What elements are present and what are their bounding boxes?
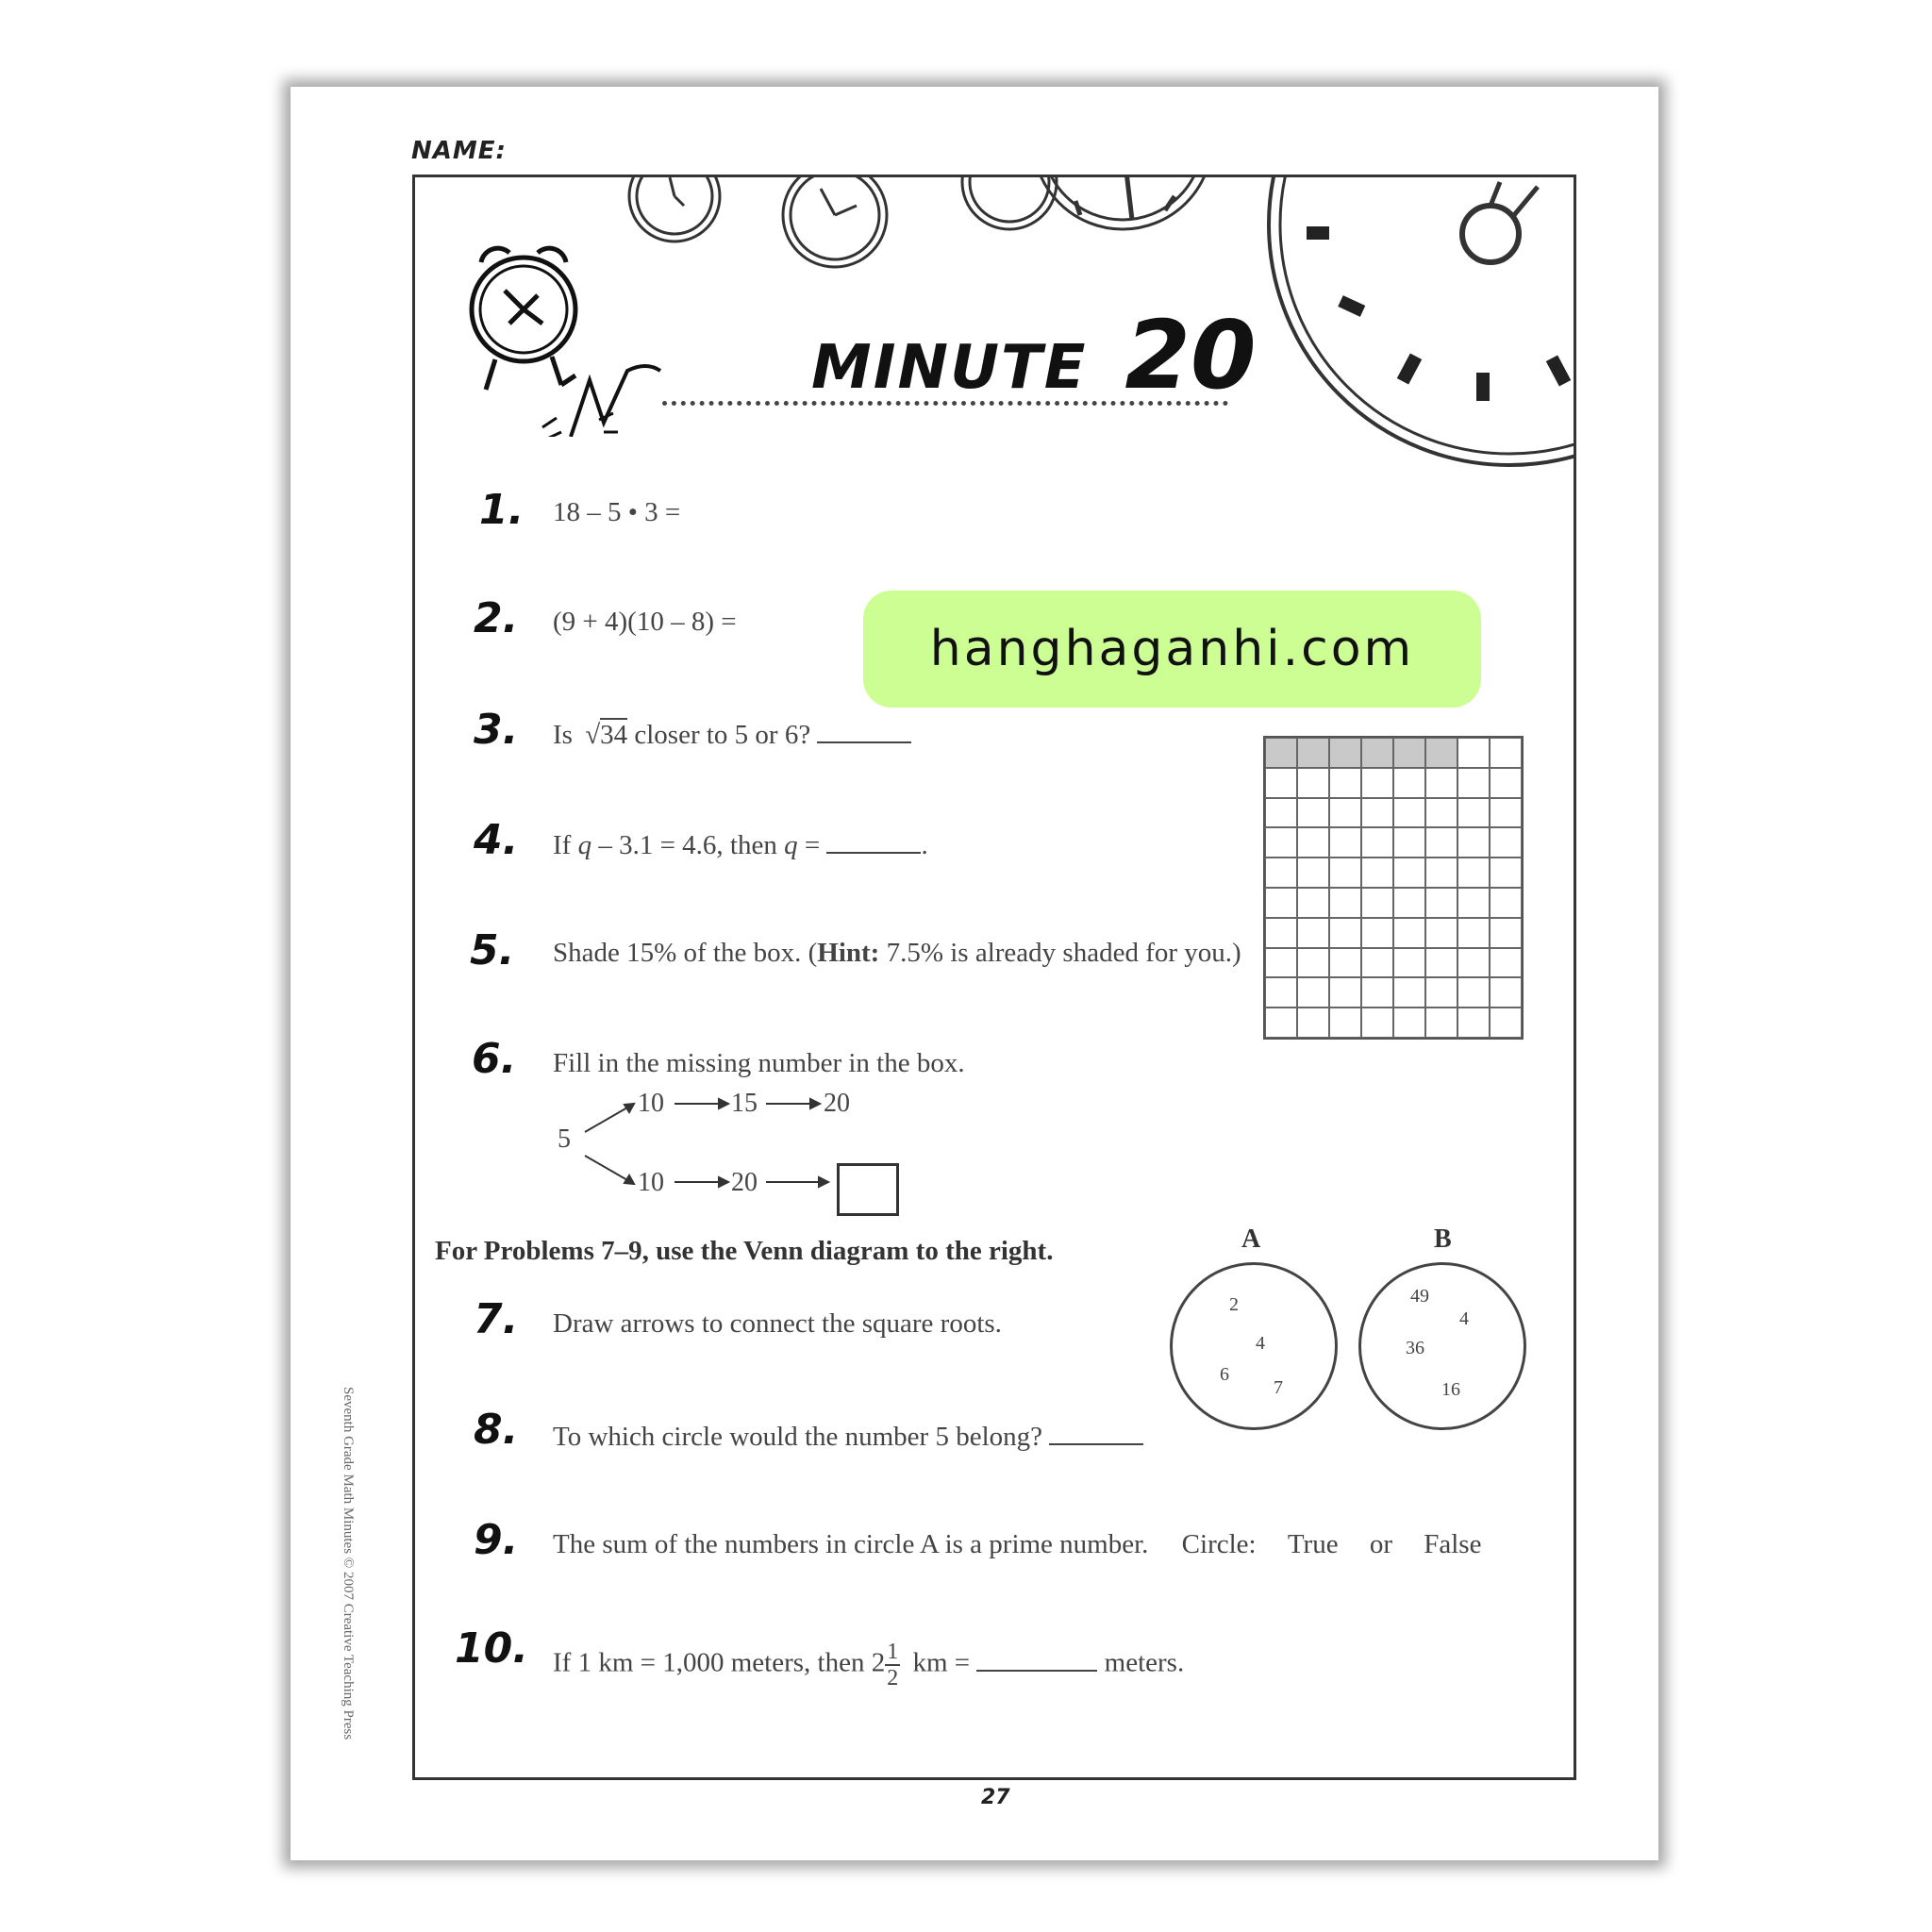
hint-label: Hint: <box>817 938 880 968</box>
circle-b-number: 36 <box>1406 1338 1424 1358</box>
question-4-number: 4. <box>474 816 519 864</box>
circle-a <box>1170 1262 1338 1430</box>
grid-cell[interactable] <box>1265 827 1297 858</box>
circle-b-number: 4 <box>1459 1308 1469 1329</box>
grid-cell[interactable] <box>1393 1008 1425 1038</box>
variable-q: q <box>577 830 592 860</box>
grid-cell[interactable] <box>1329 827 1361 858</box>
circle-label: Circle: <box>1181 1529 1257 1559</box>
radicand: 34 <box>600 720 628 750</box>
question-4-text <box>553 827 928 861</box>
grid-cell[interactable] <box>1265 858 1297 888</box>
grid-cell[interactable] <box>1490 948 1522 978</box>
grid-cell[interactable] <box>1490 918 1522 948</box>
circle-a-number: 2 <box>1229 1294 1239 1315</box>
grid-cell[interactable] <box>1297 1008 1329 1038</box>
grid-cell[interactable] <box>1490 798 1522 828</box>
title-word: MINUTE <box>811 333 1088 403</box>
grid-cell[interactable] <box>1361 977 1393 1008</box>
grid-cell[interactable] <box>1393 977 1425 1008</box>
grid-cell[interactable] <box>1265 768 1297 798</box>
grid-cell[interactable] <box>1265 977 1297 1008</box>
grid-cell[interactable] <box>1457 768 1490 798</box>
question-3-number: 3. <box>474 706 519 754</box>
venn-instructions: For Problems 7–9, use the Venn diagram to the right. <box>435 1236 1054 1266</box>
circle-a-number: 4 <box>1256 1333 1265 1354</box>
fraction-numerator: 1 <box>887 1640 899 1664</box>
page-title <box>811 300 1257 410</box>
sequence-top-2: 15 <box>731 1089 758 1118</box>
grid-cell[interactable] <box>1361 1008 1393 1038</box>
grid-cell[interactable] <box>1297 888 1329 918</box>
question-10-mid: km = <box>912 1647 971 1678</box>
grid-cell[interactable] <box>1329 948 1361 978</box>
answer-blank-4[interactable] <box>826 827 921 854</box>
grid-cell[interactable] <box>1361 858 1393 888</box>
question-1-number: 1. <box>479 486 525 534</box>
grid-cell[interactable] <box>1425 738 1457 768</box>
sequence-bottom-1: 10 <box>638 1168 664 1197</box>
fraction-denominator: 2 <box>887 1666 899 1690</box>
question-10-post: meters. <box>1104 1647 1185 1678</box>
grid-cell[interactable] <box>1361 918 1393 948</box>
title-dotted-rule <box>662 401 1228 406</box>
question-5-number: 5. <box>470 926 515 974</box>
grid-cell[interactable] <box>1329 918 1361 948</box>
circle-a-label: A <box>1241 1224 1261 1254</box>
alarm-clock-icon <box>439 220 684 437</box>
grid-cell[interactable] <box>1425 977 1457 1008</box>
grid-cell[interactable] <box>1265 918 1297 948</box>
wall-clock-icon <box>1269 177 1576 465</box>
sequence-bottom-2: 20 <box>731 1168 758 1197</box>
circle-a-number: 6 <box>1220 1364 1229 1385</box>
page-number: 27 <box>981 1786 1010 1809</box>
grid-cell[interactable] <box>1297 738 1329 768</box>
answer-blank-3[interactable] <box>817 717 911 743</box>
question-9-number: 9. <box>474 1516 519 1564</box>
question-4-end: . <box>921 830 928 860</box>
circle-b-label: B <box>1434 1224 1452 1254</box>
grid-cell[interactable] <box>1393 798 1425 828</box>
question-8-body: To which circle would the number 5 belong? <box>553 1422 1043 1452</box>
grid-cell[interactable] <box>1265 888 1297 918</box>
circle-b-number: 16 <box>1441 1379 1460 1400</box>
square-root: √34 <box>585 720 628 750</box>
grid-cell[interactable] <box>1425 798 1457 828</box>
grid-cell[interactable] <box>1490 827 1522 858</box>
grid-cell[interactable] <box>1490 768 1522 798</box>
grid-cell[interactable] <box>1297 768 1329 798</box>
question-10-pre: If 1 km = 1,000 meters, then 2 <box>553 1647 886 1678</box>
grid-cell[interactable] <box>1393 768 1425 798</box>
grid-cell[interactable] <box>1393 948 1425 978</box>
option-false[interactable]: False <box>1424 1529 1482 1559</box>
circle-a-number: 7 <box>1274 1377 1283 1398</box>
grid-cell[interactable] <box>1297 858 1329 888</box>
question-8-number: 8. <box>474 1406 519 1454</box>
question-4-pre: If <box>553 830 572 860</box>
title-number: 20 <box>1124 300 1257 410</box>
small-clock-icon <box>962 177 1057 229</box>
grid-cell[interactable] <box>1425 948 1457 978</box>
grid-cell[interactable] <box>1457 827 1490 858</box>
circle-b <box>1358 1262 1526 1430</box>
grid-cell[interactable] <box>1265 948 1297 978</box>
circle-b-number: 49 <box>1410 1286 1429 1307</box>
grid-cell[interactable] <box>1457 738 1490 768</box>
sequence-arrows <box>566 1090 849 1203</box>
grid-cell[interactable] <box>1425 918 1457 948</box>
grid-cell[interactable] <box>1457 948 1490 978</box>
grid-cell[interactable] <box>1457 888 1490 918</box>
sequence-top-3: 20 <box>824 1089 850 1118</box>
grid-cell[interactable] <box>1490 1008 1522 1038</box>
question-6-number: 6. <box>472 1035 517 1083</box>
question-5-pre: Shade 15% of the box. ( <box>553 938 818 968</box>
grid-cell[interactable] <box>1329 977 1361 1008</box>
question-10-text <box>553 1640 1184 1690</box>
question-2-number: 2. <box>474 594 519 642</box>
grid-cell[interactable] <box>1329 1008 1361 1038</box>
grid-cell[interactable] <box>1457 1008 1490 1038</box>
question-7-text: Draw arrows to connect the square roots. <box>553 1308 1002 1339</box>
grid-cell[interactable] <box>1361 738 1393 768</box>
grid-cell[interactable] <box>1457 858 1490 888</box>
grid-cell[interactable] <box>1425 858 1457 888</box>
grid-cell[interactable] <box>1457 977 1490 1008</box>
small-clock-icon <box>783 177 887 267</box>
question-2-text: (9 + 4)(10 – 8) = <box>553 607 737 637</box>
grid-cell[interactable] <box>1393 858 1425 888</box>
grid-cell[interactable] <box>1393 888 1425 918</box>
fraction <box>885 1640 900 1690</box>
variable-q: q <box>784 830 798 860</box>
sequence-top-1: 10 <box>638 1089 664 1118</box>
grid-cell[interactable] <box>1425 768 1457 798</box>
question-3-pre: Is <box>553 720 573 750</box>
watermark-badge: hanghaganhi.com <box>863 591 1481 708</box>
grid-cell[interactable] <box>1490 888 1522 918</box>
grid-cell[interactable] <box>1329 888 1361 918</box>
option-true[interactable]: True <box>1287 1529 1339 1559</box>
grid-cell[interactable] <box>1361 827 1393 858</box>
grid-cell[interactable] <box>1425 888 1457 918</box>
grid-cell[interactable] <box>1297 798 1329 828</box>
grid-cell[interactable] <box>1490 738 1522 768</box>
grid-cell[interactable] <box>1425 1008 1457 1038</box>
sequence-start: 5 <box>558 1124 571 1154</box>
grid-cell[interactable] <box>1329 798 1361 828</box>
grid-cell[interactable] <box>1393 918 1425 948</box>
grid-cell[interactable] <box>1361 948 1393 978</box>
question-5-post: 7.5% is already shaded for you.) <box>886 938 1241 968</box>
grid-cell[interactable] <box>1265 1008 1297 1038</box>
grid-cell[interactable] <box>1490 977 1522 1008</box>
grid-cell[interactable] <box>1425 827 1457 858</box>
missing-number-box[interactable] <box>837 1163 899 1216</box>
question-6-text: Fill in the missing number in the box. <box>553 1048 965 1078</box>
question-7-number: 7. <box>474 1295 519 1343</box>
grid-cell[interactable] <box>1393 827 1425 858</box>
grid-cell[interactable] <box>1393 738 1425 768</box>
question-3-text <box>553 717 911 751</box>
grid-cell[interactable] <box>1329 858 1361 888</box>
question-9-text <box>553 1529 1481 1560</box>
grid-cell[interactable] <box>1297 948 1329 978</box>
grid-cell[interactable] <box>1329 738 1361 768</box>
grid-cell[interactable] <box>1361 768 1393 798</box>
question-1-text: 18 – 5 • 3 = <box>553 497 681 527</box>
grid-cell[interactable] <box>1265 738 1297 768</box>
side-credit: Seventh Grade Math Minutes © 2007 Creative Teaching Press <box>341 1387 356 1740</box>
grid-cell[interactable] <box>1265 798 1297 828</box>
option-or: or <box>1369 1529 1392 1559</box>
grid-cell[interactable] <box>1297 827 1329 858</box>
question-3-post: closer to 5 or 6? <box>634 720 811 750</box>
question-8-text <box>553 1419 1143 1453</box>
medium-clock-icon <box>1033 177 1212 229</box>
question-9-body: The sum of the numbers in circle A is a prime number. <box>553 1529 1149 1559</box>
answer-blank-8[interactable] <box>1049 1419 1143 1445</box>
question-10-number: 10. <box>455 1624 528 1673</box>
question-4-post: = <box>804 830 821 860</box>
grid-cell[interactable] <box>1361 888 1393 918</box>
grid-cell[interactable] <box>1329 768 1361 798</box>
grid-cell[interactable] <box>1490 858 1522 888</box>
question-4-mid: – 3.1 = 4.6, then <box>598 830 777 860</box>
name-label: NAME: <box>411 137 507 165</box>
grid-cell[interactable] <box>1457 798 1490 828</box>
percent-grid[interactable] <box>1263 736 1524 1040</box>
grid-cell[interactable] <box>1297 977 1329 1008</box>
answer-blank-10[interactable] <box>976 1645 1097 1672</box>
grid-cell[interactable] <box>1457 918 1490 948</box>
question-5-text <box>553 938 1241 969</box>
grid-cell[interactable] <box>1361 798 1393 828</box>
grid-cell[interactable] <box>1297 918 1329 948</box>
